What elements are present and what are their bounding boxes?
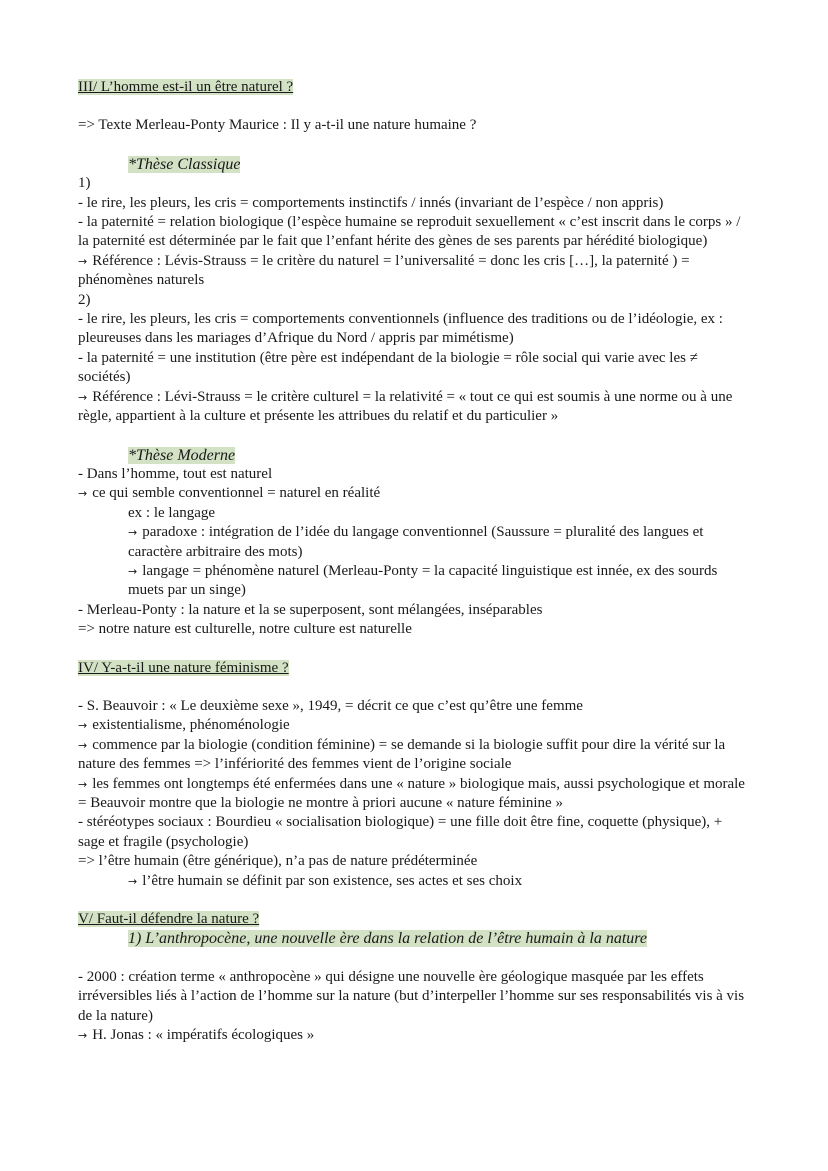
paragraph: → paradoxe : intégration de l’idée du langage conventionnel (Saussure = pluralité des langues et caractère arbitraire des mots)	[128, 524, 704, 560]
paragraph: - la paternité = une institution (être père est indépendant de la biologie = rôle social qui varie avec les ≠ sociétés)	[78, 349, 698, 386]
arrow-icon: →	[78, 390, 88, 404]
paragraph: ex : le langage	[128, 504, 216, 521]
these-classique-title: *Thèse Classique	[128, 155, 241, 173]
section-3-heading: III/ L’homme est-il un être naturel ?	[78, 79, 294, 95]
paragraph: → H. Jonas : « impératifs écologiques »	[78, 1027, 315, 1044]
paragraph: → langage = phénomène naturel (Merleau-Ponty = la capacité linguistique est innée, ex des sourds muets par un singe)	[128, 562, 718, 599]
arrow-icon: →	[78, 719, 88, 733]
intro-line: => Texte Merleau-Ponty Maurice : Il y a-t-il une nature humaine ?	[78, 117, 477, 134]
paragraph: → les femmes ont longtemps été enfermées dans une « nature » biologique mais, aussi psychologique et morale = Beauvoir montre que la biologie ne montre à priori aucune « nature féminine »	[78, 775, 745, 811]
paragraph: => notre nature est culturelle, notre culture est naturelle	[78, 621, 412, 638]
paragraph: - le rire, les pleurs, les cris = comportements instinctifs / innés (invariant de l’espèce / non appris)	[78, 194, 664, 211]
paragraph: → Référence : Lévis-Strauss = le critère du naturel = l’universalité = donc les cris […], la paternité ) = phénomènes naturels	[78, 252, 690, 289]
section-5-heading: V/ Faut-il défendre la nature ?	[78, 911, 260, 928]
paragraph: - Dans l’homme, tout est naturel	[78, 465, 273, 482]
paragraph: - stéréotypes sociaux : Bourdieu « socialisation biologique) = une fille doit être fine, coquette (physique), + sage et fragile (psychologie)	[78, 814, 723, 850]
paragraph: => l’être humain (être générique), n’a pas de nature prédéterminée	[78, 853, 478, 870]
document-page	[78, 78, 748, 1045]
list-number: 2)	[78, 291, 91, 308]
arrow-icon: →	[78, 1029, 88, 1043]
arrow-icon: →	[78, 487, 88, 501]
arrow-icon: →	[78, 777, 88, 791]
arrow-icon: →	[128, 526, 138, 540]
paragraph: - S. Beauvoir : « Le deuxième sexe », 1949, = décrit ce que c’est qu’être une femme	[78, 697, 583, 714]
these-moderne-title: *Thèse Moderne	[128, 446, 236, 464]
paragraph: - la paternité = relation biologique (l’espèce humaine se reproduit sexuellement « c’est inscrit dans le corps » / la paternité est déterminée par le fait que l’enfant hérite des gènes de ses parents par hérédité biologique)	[78, 214, 741, 250]
arrow-icon: →	[128, 564, 138, 578]
paragraph: - 2000 : création terme « anthropocène » qui désigne une nouvelle ère géologique masquée par les effets irréversibles liés à l’action de l’homme sur la nature (but d’interpeller l’homme sur ses responsabilités vis à vis de la nature)	[78, 968, 745, 1024]
paragraph: → ce qui semble conventionnel = naturel en réalité	[78, 485, 381, 502]
paragraph: → existentialisme, phénoménologie	[78, 717, 290, 734]
arrow-icon: →	[78, 254, 88, 268]
paragraph: - Merleau-Ponty : la nature et la se superposent, sont mélangées, inséparables	[78, 601, 543, 618]
paragraph: → commence par la biologie (condition féminine) = se demande si la biologie suffit pour dire la vérité sur la nature des femmes => l’infériorité des femmes vient de l’origine sociale	[78, 736, 726, 773]
paragraph: → Référence : Lévi-Strauss = le critère culturel = la relativité = « tout ce qui est soumis à une norme ou à une règle, appartient à la culture et présente les attribues du relatif et du particulier »	[78, 388, 733, 425]
arrow-icon: →	[78, 738, 88, 752]
arrow-icon: →	[128, 874, 138, 888]
paragraph: - le rire, les pleurs, les cris = comportements conventionnels (influence des traditions ou de l’idéologie, ex : pleureuses dans les mariages d’Afrique du Nord / appris par mimétisme)	[78, 311, 723, 347]
subsection-title: 1) L’anthropocène, une nouvelle ère dans la relation de l’être humain à la nature	[128, 930, 647, 948]
list-number: 1)	[78, 175, 91, 192]
section-4-heading: IV/ Y-a-t-il une nature féminisme ?	[78, 659, 289, 676]
paragraph: → l’être humain se définit par son existence, ses actes et ses choix	[128, 872, 523, 889]
